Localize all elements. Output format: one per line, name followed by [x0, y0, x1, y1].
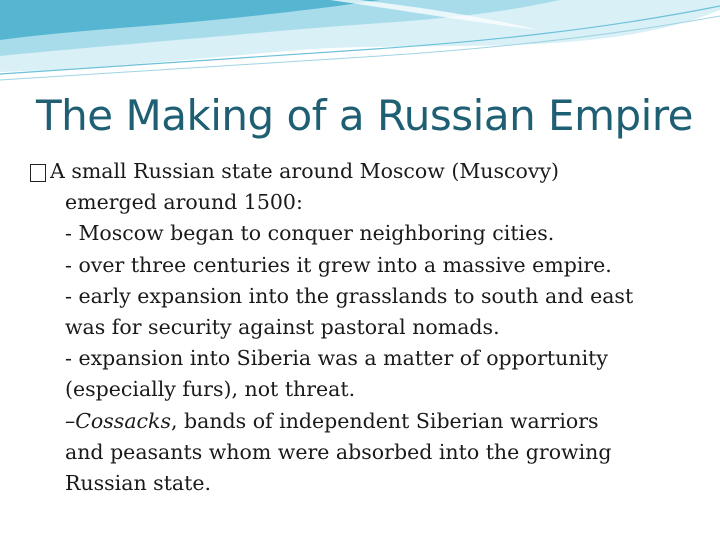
- line-7: - expansion into Siberia was a matter of opportunity: [65, 346, 608, 371]
- header-wave-decoration: [0, 0, 720, 90]
- cossacks-term: –Cossacks: [65, 408, 171, 433]
- line-3: - Moscow began to conquer neighboring cities.: [65, 221, 555, 246]
- line-10: and peasants whom were absorbed into the growing: [65, 439, 612, 464]
- line-6: was for security against pastoral nomads.: [65, 315, 500, 340]
- line-11: Russian state.: [65, 471, 212, 496]
- bullet-icon: [30, 164, 46, 182]
- line-1: A small Russian state around Moscow (Muscovy): [50, 159, 560, 183]
- line-9-rest: , bands of independent Siberian warriors: [170, 408, 599, 433]
- bullet-line-1: [30, 156, 694, 187]
- line-2: emerged around 1500:: [65, 190, 303, 215]
- slide-body: [30, 156, 694, 499]
- line-4: - over three centuries it grew into a massive empire.: [65, 252, 612, 277]
- line-8: (especially furs), not threat.: [65, 377, 356, 402]
- slide-title: The Making of a Russian Empire: [36, 91, 693, 140]
- line-5: - early expansion into the grasslands to south and east: [65, 283, 634, 308]
- line-9: [30, 406, 694, 437]
